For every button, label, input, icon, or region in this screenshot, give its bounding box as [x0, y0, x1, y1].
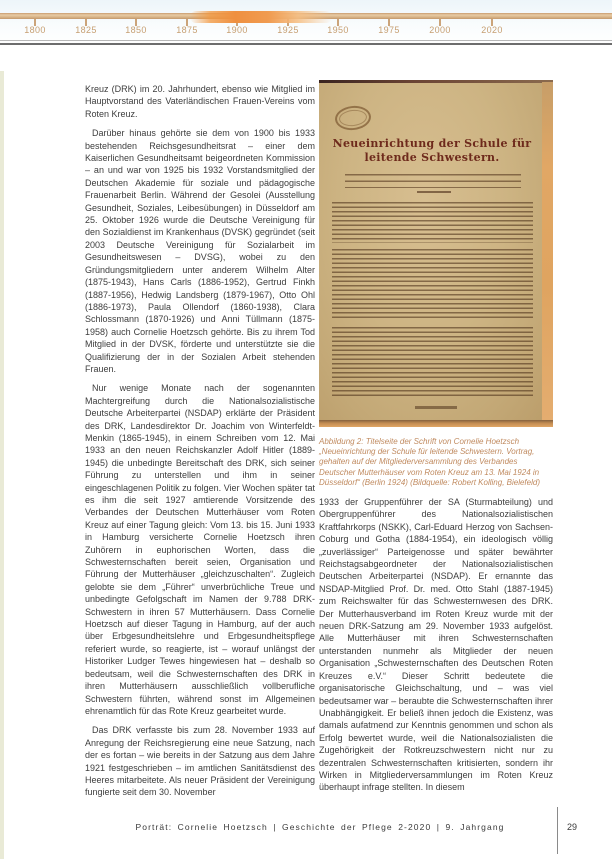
right-column — [319, 80, 553, 801]
timeline-year-label: 1900 — [226, 25, 248, 35]
scan-text-block — [332, 327, 533, 399]
timeline-year-label: 2000 — [429, 25, 451, 35]
scan-subtitle-lines — [345, 174, 521, 188]
header-rule-thick — [0, 43, 612, 45]
paragraph: Das DRK verfasste bis zum 28. November 1933 auf Anregung der Reichsregierung eine neue Satzung, nach der es fortan – wie bereits in der Satzung aus dem Jahre 1921 festgeschrieben – im amtlichen Sanitätsdienst des Heeres mitarbeitete. Als neuer Präsident der Vereinigung fungierte seit dem 30. November — [85, 725, 315, 798]
figure-caption: Abbildung 2: Titelseite der Schrift von Cornelie Hoetzsch „Neueinrichtung der Schule für leitende Schwestern. Vortrag, gehalten auf der Mitgliederversammlung des Verbandes Deutscher Mutterhäuser vom Roten Kreuz am 13. Mai 1924 in Düsseldorf“ (Berlin 1924) (Bildquelle: Robert Kolling, Bielefeld) — [319, 437, 540, 487]
timeline — [0, 0, 612, 46]
scan-text-block — [332, 249, 533, 321]
page-edge-strip — [0, 71, 4, 859]
footer — [0, 806, 612, 856]
scan-title-line: Neueinrichtung der Schule für — [332, 137, 532, 150]
scan-subtitle-word — [417, 191, 451, 193]
paragraph: 1933 der Gruppenführer der SA (Sturmabteilung) und Obergruppenführer des Nationalsozialistischen Kraftfahrkorps (NSKK), Carl-Eduard Herzog von Sachsen-Coburg und Gotha (1884-1954), ein ideologisch völlig „zuverlässiger“ Parteigenosse und später bewährter Reichstagsabgeordneter der Nationalsozialistischen Deutschen Arbeiterpartei (NSDAP). Er ernannte das NSDAP-Mitglied Prof. Dr. med. Otto Stahl (1887-1945) zum Reichswalter für das Schwesternwesen des DRK. Der Mutterhausverband im Roten Kreuz wurde mit der neuen DRK-Satzung am 29. November 1933 aufgelöst. Alle Mutterhäuser mit ihren Schwesternschaften unterstanden nunmehr als Mitglieder der neuen Organisation „Schwesternschaften des Deutschen Roten Kreuzes e.V.“ Dieser Schritt bedeutete die organisatorische Gleichschaltung, und – was viel bedeutsamer war – beraubte die Schwesternschaften ihrer Unabhängigkeit. Er beließ ihnen jedoch die Existenz, was damals aufatmend zur Kenntnis genommen und schon als Erfolg bewertet wurde, weil die Nationalsozialisten die Zugehörigkeit der Rotkreuzschwestern nicht nur zu dezentralen Schwesternschaften kritisierten, sondern ihr Wirken in Mitgliederversammlungen im Roten Kreuz überhaupt infrage stellten. In diesem — [319, 497, 553, 793]
scan-title-line: leitende Schwestern. — [364, 151, 500, 164]
page-number: 29 — [567, 822, 578, 832]
footer-divider — [557, 807, 558, 854]
stamp-icon — [334, 104, 372, 132]
paragraph: Darüber hinaus gehörte sie dem von 1900 bis 1933 bestehenden Reichsgesundheitsrat – einer dem Kaiserlichen Gesundheitsamt beigeordneten Kommission – an und war von 1925 bis 1932 Vorstandsmitglied der Deutschen Akademie für soziale und pädagogische Frauenarbeit Berlin. Während der Gesolei (Ausstellung Gesundheit, Soziales, Leibesübungen) in Düsseldorf am 25. Oktober 1926 wurde die Deutsche Vereinigung für den Sozialdienst im Krankenhaus (DVSK) gegründet (seit 2003 Deutsche Vereinigung für Sozialarbeit im Gesundheitswesen – DVSG), wobei zu den Gründungsmitgliedern unter anderem Wilhelm Alter (1875-1943), Hans Carls (1886-1952), Gertrud Finkh (1887-1956), Hedwig Landsberg (1879-1967), Otto Ohl (1886-1973), Paula Ollendorf (1860-1938), Clara Schlossmann (1870-1926) und Anni Tüllmann (1875-1958) auch Cornelie Hoetzsch gehörte. Bis zu ihrem Tod Mitglied in der DVSK, förderte und unterstützte sie die Qualifizierung der in der Sozialen Arbeit stehenden Frauen. — [85, 128, 315, 374]
timeline-highlight — [190, 11, 332, 23]
timeline-year-label: 1850 — [125, 25, 147, 35]
timeline-year-label: 1825 — [75, 25, 97, 35]
timeline-year-label: 1875 — [176, 25, 198, 35]
timeline-year-label: 2020 — [481, 25, 503, 35]
scan-paper-edge — [319, 420, 553, 427]
timeline-year-label: 1925 — [277, 25, 299, 35]
figure-document-scan — [319, 80, 553, 427]
timeline-year-label: 1800 — [24, 25, 46, 35]
scan-document-title — [325, 137, 539, 165]
paragraph: Nur wenige Monate nach der sogenannten Machtergreifung durch die Nationalsozialistische Deutsche Arbeiterpartei (NSDAP) erklärte der Präsident des DRK, Landesdirektor Dr. Joachim von Winterfeldt-Menkin (1865-1945), in einem Schreiben vom 12. Mai 1933 an den neuen Reichskanzler Adolf Hitler (1889-1945) die unbedingte Bereitschaft des DRK, sich seiner Führung zu unterstellen und ihm in seiner eingeschlagenen Politik zu folgen. Vier Wochen später tat es ihm die seit 1927 amtierende Vorsitzende des Verbandes der Deutschen Mutterhäuser vom Roten Kreuz auf einer Tagung gleich: Vom 13. bis 15. Juni 1933 in Hamburg versicherte Cornelie Hoetzsch ihren Zuhörern in euphorischen Worten, dass die Schwesternschaften bereit seien, Organisation und Führung der Mutterhäuser „gleichzuschalten“. Zugleich gelobte sie dem „Führer“ unverbrüchliche Treue und unbedingte Gefolgschaft im Namen der 9.788 DRK-Schwestern in ihren 57 Mutterhäusern. Dass Cornelie Hoetzsch auf dieser Tagung in Hamburg, auf der auch über Erbgesundheitslehre und Erbgesundheitspflege referiert wurde, so reagierte, ist – worauf unlängst der Historiker Ludger Tewes hingewiesen hat – deshalb so bedeutsam, weil die Schwesternschaften des DRK in ihren Mutterhäusern ausschließlich vollberufliche Schwestern führten, während sonst im Allgemeinen ehrenamtlich für das Rote Kreuz gearbeitet wurde. — [85, 383, 315, 716]
footer-running-title: Porträt: Cornelie Hoetzsch | Geschichte der Pflege 2-2020 | 9. Jahrgang — [135, 822, 505, 832]
scan-footer-mark — [415, 406, 457, 409]
scan-paper-edge — [542, 82, 553, 422]
scan-text-block — [332, 202, 533, 243]
paragraph: Kreuz (DRK) im 20. Jahrhundert, ebenso wie Mitglied im Hauptvorstand des Vaterländischen Frauen-Vereins vom Roten Kreuz. — [85, 84, 315, 119]
timeline-year-label: 1950 — [327, 25, 349, 35]
timeline-year-label: 1975 — [378, 25, 400, 35]
left-column — [85, 83, 315, 806]
header-rule-thin — [0, 40, 612, 41]
